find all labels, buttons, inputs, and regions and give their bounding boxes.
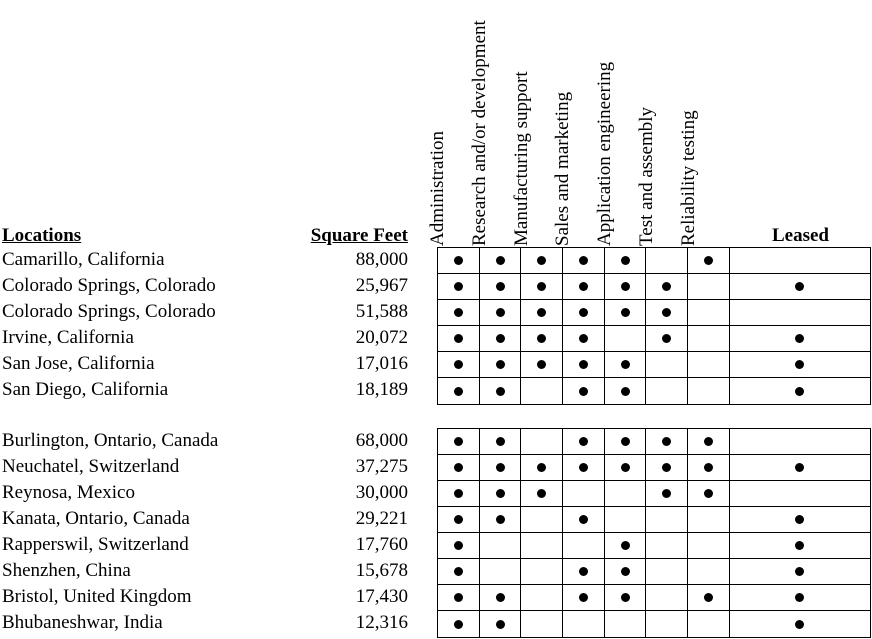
function-cell [521, 611, 563, 637]
function-cell [563, 559, 605, 584]
function-cell [646, 429, 688, 454]
location-cell: Shenzhen, China [2, 560, 131, 581]
function-cell [688, 378, 730, 404]
function-cell [480, 507, 522, 532]
function-cell [563, 611, 605, 637]
function-cell [438, 507, 480, 532]
location-cell: Camarillo, California [2, 249, 165, 270]
location-cell: Colorado Springs, Colorado [2, 275, 216, 296]
leased-cell [730, 429, 870, 454]
leased-cell [730, 274, 870, 299]
function-cell [563, 248, 605, 273]
function-cell [563, 352, 605, 377]
presence-dot-icon [579, 463, 588, 472]
presence-dot-icon [454, 515, 463, 524]
square-feet-cell: 51,588 [355, 301, 408, 322]
presence-dot-icon [621, 437, 630, 446]
presence-dot-icon [704, 489, 713, 498]
table-row [438, 481, 870, 507]
function-cell [646, 481, 688, 506]
function-cell [646, 248, 688, 273]
table-block-1 [0, 247, 871, 405]
leased-cell [730, 248, 870, 273]
presence-dot-icon [496, 387, 505, 396]
presence-dot-icon [621, 463, 630, 472]
function-cell [605, 378, 647, 404]
leased-cell [730, 585, 870, 610]
function-cell [480, 274, 522, 299]
function-cell [646, 352, 688, 377]
presence-dot-icon [496, 593, 505, 602]
presence-dot-icon [795, 360, 804, 369]
table-row [438, 611, 870, 637]
function-cell [438, 378, 480, 404]
square-feet-cell: 12,316 [355, 612, 408, 633]
presence-dot-icon [537, 360, 546, 369]
function-cell [521, 559, 563, 584]
presence-dot-icon [579, 567, 588, 576]
function-cell [563, 481, 605, 506]
location-cell: San Diego, California [2, 379, 169, 400]
locations-header: Locations [2, 225, 82, 246]
function-cell [438, 559, 480, 584]
presence-dot-icon [621, 308, 630, 317]
presence-dot-icon [454, 593, 463, 602]
function-cell [480, 455, 522, 480]
function-cell [521, 274, 563, 299]
presence-dot-icon [662, 308, 671, 317]
function-cell [688, 455, 730, 480]
presence-dot-icon [454, 334, 463, 343]
function-cell [521, 352, 563, 377]
column-header-manufacturing-support: Manufacturing support [511, 71, 532, 246]
location-cell: Irvine, California [2, 327, 134, 348]
function-cell [563, 533, 605, 558]
function-cell [646, 378, 688, 404]
square-feet-cell: 18,189 [355, 379, 408, 400]
presence-dot-icon [496, 620, 505, 629]
presence-dot-icon [537, 256, 546, 265]
function-cell [438, 429, 480, 454]
presence-dot-icon [795, 620, 804, 629]
presence-dot-icon [621, 541, 630, 550]
function-cell [688, 611, 730, 637]
location-cell: San Jose, California [2, 353, 155, 374]
function-cell [605, 559, 647, 584]
function-cell [563, 326, 605, 351]
table-row [438, 429, 870, 455]
presence-dot-icon [454, 437, 463, 446]
location-cell: Colorado Springs, Colorado [2, 301, 216, 322]
function-cell [521, 378, 563, 404]
leased-cell [730, 559, 870, 584]
presence-dot-icon [454, 387, 463, 396]
presence-dot-icon [579, 334, 588, 343]
function-cell [438, 300, 480, 325]
function-cell [480, 559, 522, 584]
locations-column [0, 428, 300, 636]
function-cell [521, 507, 563, 532]
function-cell [605, 429, 647, 454]
leased-cell [730, 507, 870, 532]
presence-dot-icon [579, 437, 588, 446]
function-cell [521, 248, 563, 273]
function-grid [437, 247, 871, 405]
square-feet-cell: 29,221 [355, 508, 408, 529]
square-feet-cell: 68,000 [355, 430, 408, 451]
location-cell: Bhubaneshwar, India [2, 612, 163, 633]
presence-dot-icon [454, 360, 463, 369]
function-cell [521, 455, 563, 480]
presence-dot-icon [662, 463, 671, 472]
presence-dot-icon [454, 489, 463, 498]
function-cell [605, 481, 647, 506]
function-cell [521, 429, 563, 454]
function-cell [563, 507, 605, 532]
function-cell [605, 507, 647, 532]
presence-dot-icon [454, 567, 463, 576]
presence-dot-icon [537, 282, 546, 291]
presence-dot-icon [496, 308, 505, 317]
column-header-administration: Administration [427, 130, 448, 246]
presence-dot-icon [662, 334, 671, 343]
function-cell [605, 533, 647, 558]
function-cell [438, 352, 480, 377]
presence-dot-icon [537, 308, 546, 317]
function-cell [438, 585, 480, 610]
function-cell [438, 274, 480, 299]
leased-header: Leased [772, 225, 829, 246]
function-cell [480, 378, 522, 404]
function-cell [605, 274, 647, 299]
square-feet-cell: 17,760 [355, 534, 408, 555]
leased-cell [730, 611, 870, 637]
presence-dot-icon [795, 282, 804, 291]
function-cell [480, 352, 522, 377]
leased-cell [730, 326, 870, 351]
leased-cell [730, 300, 870, 325]
presence-dot-icon [704, 437, 713, 446]
presence-dot-icon [579, 282, 588, 291]
presence-dot-icon [795, 593, 804, 602]
function-cell [688, 533, 730, 558]
presence-dot-icon [621, 593, 630, 602]
column-header-application-engineering: Application engineering [594, 61, 615, 246]
function-cell [688, 352, 730, 377]
locations-column [0, 247, 300, 403]
function-cell [688, 481, 730, 506]
column-header-reliability-testing: Reliability testing [678, 110, 699, 246]
table-row [438, 378, 870, 404]
table-row [438, 559, 870, 585]
presence-dot-icon [496, 256, 505, 265]
presence-dot-icon [795, 515, 804, 524]
function-cell [605, 326, 647, 351]
table-row [438, 326, 870, 352]
function-cell [480, 533, 522, 558]
function-cell [480, 326, 522, 351]
presence-dot-icon [579, 360, 588, 369]
square-feet-cell: 15,678 [355, 560, 408, 581]
location-cell: Neuchatel, Switzerland [2, 456, 180, 477]
presence-dot-icon [496, 334, 505, 343]
presence-dot-icon [704, 463, 713, 472]
function-cell [563, 429, 605, 454]
column-header-sales-marketing: Sales and marketing [552, 91, 573, 246]
table-row [438, 274, 870, 300]
square-feet-cell: 88,000 [355, 249, 408, 270]
function-cell [688, 559, 730, 584]
function-cell [563, 300, 605, 325]
function-cell [438, 326, 480, 351]
column-header-research-development: Research and/or development [469, 20, 490, 246]
presence-dot-icon [454, 463, 463, 472]
function-cell [480, 585, 522, 610]
function-cell [438, 611, 480, 637]
function-cell [688, 274, 730, 299]
presence-dot-icon [579, 515, 588, 524]
presence-dot-icon [795, 567, 804, 576]
leased-cell [730, 533, 870, 558]
square-feet-cell: 20,072 [355, 327, 408, 348]
function-cell [688, 300, 730, 325]
presence-dot-icon [621, 282, 630, 291]
function-cell [646, 274, 688, 299]
function-cell [605, 248, 647, 273]
location-cell: Rapperswil, Switzerland [2, 534, 189, 555]
function-cell [688, 326, 730, 351]
table-row [438, 352, 870, 378]
function-cell [605, 585, 647, 610]
function-cell [521, 326, 563, 351]
presence-dot-icon [662, 282, 671, 291]
table-row [438, 455, 870, 481]
function-cell [646, 507, 688, 532]
presence-dot-icon [662, 489, 671, 498]
table-row [438, 585, 870, 611]
location-cell: Kanata, Ontario, Canada [2, 508, 190, 529]
function-cell [646, 559, 688, 584]
presence-dot-icon [579, 308, 588, 317]
presence-dot-icon [621, 387, 630, 396]
presence-dot-icon [795, 334, 804, 343]
presence-dot-icon [537, 489, 546, 498]
presence-dot-icon [496, 437, 505, 446]
presence-dot-icon [454, 282, 463, 291]
table-row [438, 300, 870, 326]
function-cell [605, 300, 647, 325]
presence-dot-icon [621, 360, 630, 369]
function-cell [480, 429, 522, 454]
presence-dot-icon [454, 308, 463, 317]
presence-dot-icon [621, 567, 630, 576]
presence-dot-icon [795, 387, 804, 396]
presence-dot-icon [621, 256, 630, 265]
function-cell [521, 585, 563, 610]
function-cell [688, 507, 730, 532]
presence-dot-icon [537, 463, 546, 472]
table-block-2 [0, 428, 871, 638]
function-cell [521, 300, 563, 325]
presence-dot-icon [537, 334, 546, 343]
column-header-test-assembly: Test and assembly [636, 106, 657, 246]
table-row [438, 507, 870, 533]
presence-dot-icon [795, 463, 804, 472]
function-cell [563, 378, 605, 404]
presence-dot-icon [496, 282, 505, 291]
function-cell [438, 481, 480, 506]
leased-cell [730, 481, 870, 506]
square-feet-column [300, 247, 408, 403]
function-cell [563, 585, 605, 610]
function-cell [646, 585, 688, 610]
square-feet-cell: 30,000 [355, 482, 408, 503]
function-cell [563, 455, 605, 480]
function-cell [688, 429, 730, 454]
function-cell [646, 300, 688, 325]
function-cell [480, 248, 522, 273]
function-cell [480, 611, 522, 637]
presence-dot-icon [662, 437, 671, 446]
function-cell [480, 300, 522, 325]
function-cell [646, 326, 688, 351]
function-cell [605, 455, 647, 480]
location-cell: Burlington, Ontario, Canada [2, 430, 219, 451]
table-row [438, 248, 870, 274]
presence-dot-icon [579, 387, 588, 396]
function-cell [646, 533, 688, 558]
leased-cell [730, 352, 870, 377]
presence-dot-icon [579, 256, 588, 265]
square-feet-cell: 17,016 [355, 353, 408, 374]
function-cell [646, 611, 688, 637]
square-feet-column [300, 428, 408, 636]
function-cell [480, 481, 522, 506]
function-cell [521, 481, 563, 506]
function-cell [688, 585, 730, 610]
presence-dot-icon [496, 360, 505, 369]
presence-dot-icon [795, 541, 804, 550]
presence-dot-icon [496, 463, 505, 472]
leased-cell [730, 455, 870, 480]
function-cell [605, 611, 647, 637]
presence-dot-icon [704, 256, 713, 265]
presence-dot-icon [454, 256, 463, 265]
location-cell: Bristol, United Kingdom [2, 586, 192, 607]
function-cell [438, 248, 480, 273]
function-grid [437, 428, 871, 638]
table-row [438, 533, 870, 559]
presence-dot-icon [454, 620, 463, 629]
function-cell [521, 533, 563, 558]
presence-dot-icon [496, 515, 505, 524]
square-feet-cell: 17,430 [355, 586, 408, 607]
function-cell [438, 533, 480, 558]
function-cell [688, 248, 730, 273]
square-feet-header: Square Feet [310, 225, 408, 246]
presence-dot-icon [454, 541, 463, 550]
square-feet-cell: 25,967 [355, 275, 408, 296]
presence-dot-icon [704, 593, 713, 602]
function-cell [646, 455, 688, 480]
function-cell [438, 455, 480, 480]
leased-cell [730, 378, 870, 404]
location-cell: Reynosa, Mexico [2, 482, 135, 503]
function-cell [605, 352, 647, 377]
presence-dot-icon [579, 593, 588, 602]
presence-dot-icon [496, 489, 505, 498]
square-feet-cell: 37,275 [355, 456, 408, 477]
function-cell [563, 274, 605, 299]
